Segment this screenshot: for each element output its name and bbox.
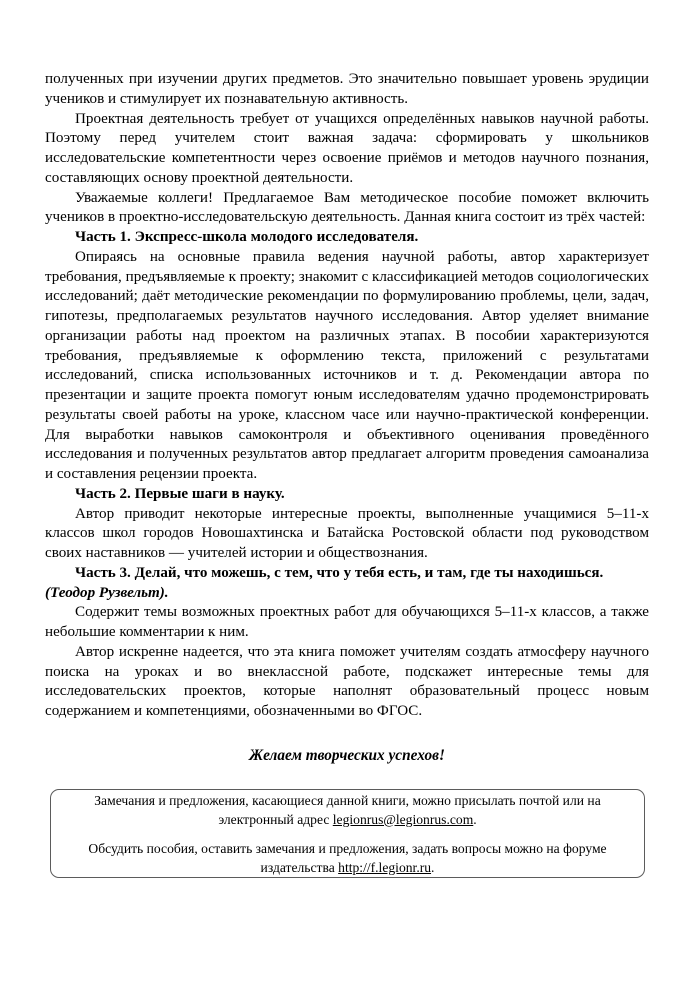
heading-part-1: Часть 1. Экспресс-школа молодого исследователя. [75,229,419,245]
paragraph-part-2-body: Автор приводит некоторые интересные проекты, выполненные учащимися 5–11-х классов школ городов Новошахтинска и Батайска Ростовской области под руководством своих наставников — учителей истории и обществознания. [45,505,649,561]
notice-email-text-after: . [473,811,477,827]
paragraph-final: Автор искренне надеется, что эта книга поможет учителям создать атмосферу научного поиска на уроках и во внеклассной работе, подскажет интересные темы для исследовательских проектов, которые наполнят образовательный процесс новым содержанием и компетенциями, обозначенными во ФГОС. [45,643,649,719]
notice-line-email [65,791,630,829]
paragraph-project-activity: Проектная деятельность требует от учащихся определённых навыков научной работы. Поэтому перед учителем стоит важная задача: сформировать у школьников исследовательские компетентности через освоение приёмов и методов научного познания, составляющих основу проектной деятельности. [45,110,649,186]
text-column [45,70,649,766]
closing-spacer [45,722,649,746]
notice-box [50,789,645,878]
paragraph-part-3-body: Содержит темы возможных проектных работ для обучающихся 5–11-х классов, а также небольшие комментарии к ним. [45,604,649,640]
closing-wish: Желаем творческих успехов! [249,746,445,764]
notice-line-forum [65,839,630,877]
email-link[interactable]: legionrus@legionrus.com [332,811,474,827]
notice-email-text-before: Замечания и предложения, касающиеся данной книги, можно присылать почтой или на электронный адрес [94,792,601,827]
heading-part-3: Часть 3. Делай, что можешь, с тем, что у тебя есть, и там, где ты находишься. [75,564,604,581]
notice-forum-text-before: Обсудить пособия, оставить замечания и предложения, задать вопросы можно на форуме издательства [88,840,607,875]
paragraph-dear-colleagues: Уважаемые коллеги! Предлагаемое Вам методическое пособие поможет включить учеников в проектно-исследовательскую деятельность. Данная книга состоит из трёх частей: [45,189,649,226]
paragraph-part-1-body: Опираясь на основные правила ведения научной работы, автор характеризует требования, предъявляемые к проекту; знакомит с классификацией методов социологических исследований; даёт методические рекомендации по формулированию проблемы, цели, задач, гипотезы, предполагаемых результатов научного исследования. Автор уделяет внимание организации работы над проектом на различных этапах. В пособии характеризуются требования, предъявляемые к оформлению текста, приложений с результатами исследований, списка использованных источников и т. д. Рекомендации автора по презентации и защите проекта помогут юным исследователям удачно продемонстрировать результаты своей работы на уроке, классном часе или научно-практической конференции. Для выработки навыков самоконтроля и объективного оценивания проведённого исследования и полученных результатов автор предлагает алгоритм проведения самоанализа и составления рецензии проекта. [45,248,649,482]
notice-forum-text-after: . [431,859,435,875]
forum-url-link[interactable]: http://f.legionr.ru [338,859,432,875]
heading-part-3-attribution: (Теодор Рузвельт). [45,584,169,601]
heading-part-2: Часть 2. Первые шаги в науку. [75,485,285,502]
paragraph-continuation: полученных при изучении других предметов. Это значительно повышает уровень эрудиции учеников и стимулирует их познавательную активность. [45,71,649,107]
